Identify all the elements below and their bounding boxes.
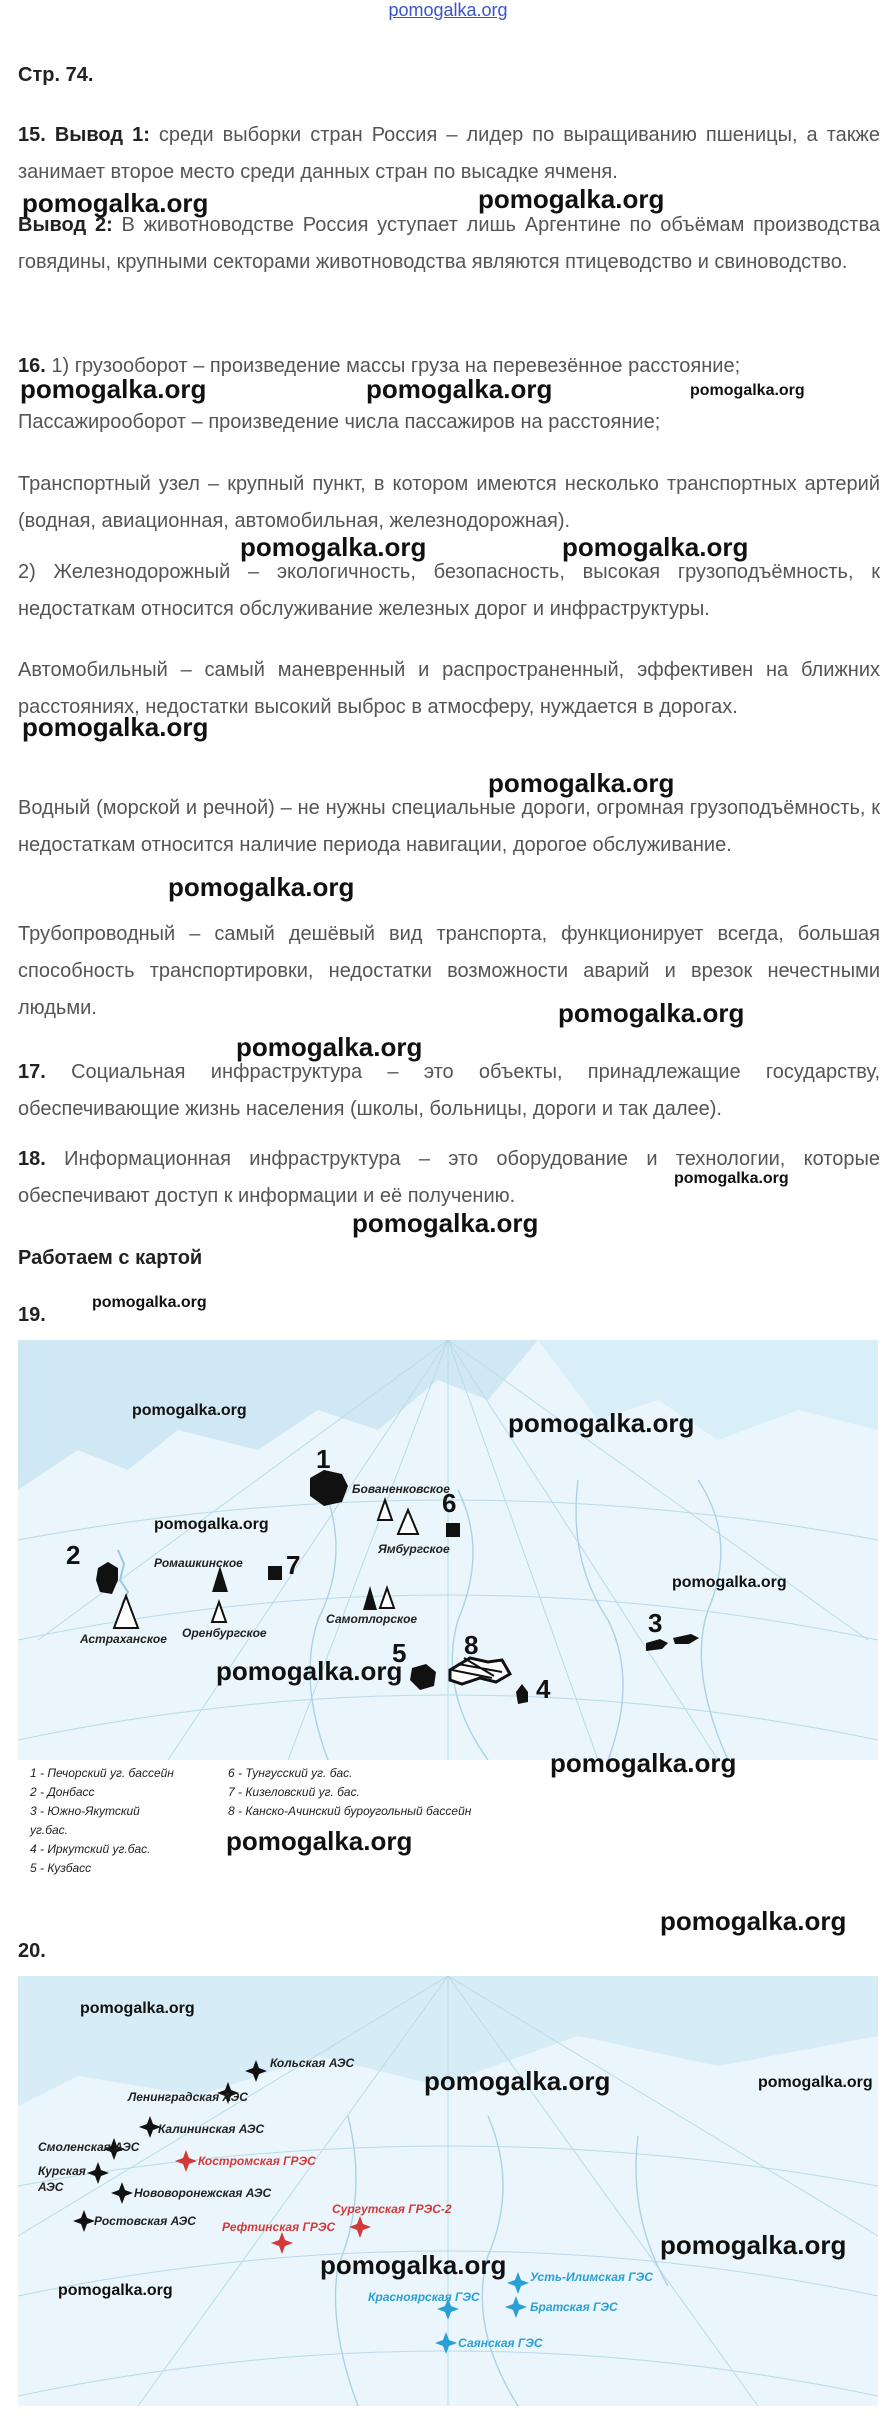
watermark: pomogalka.org bbox=[758, 2074, 873, 2091]
conclusion-label: Вывод 2: bbox=[18, 214, 113, 236]
watermark: pomogalka.org bbox=[168, 872, 355, 902]
label-ust-ilimskaya: Усть-Илимская ГЭС bbox=[530, 2270, 653, 2284]
gas-field-orenburgskoe bbox=[212, 1602, 226, 1622]
map-number-6: 6 bbox=[442, 1488, 457, 1518]
map-number-3: 3 bbox=[648, 1608, 663, 1638]
watermark: pomogalka.org bbox=[488, 768, 675, 798]
marker-sayanskaya bbox=[435, 2332, 457, 2354]
map-19-legend-right bbox=[228, 1764, 471, 1821]
watermark: pomogalka.org bbox=[320, 2250, 507, 2280]
marker-kurskaya bbox=[87, 2162, 109, 2184]
legend-item: 6 - Тунгусский уг. бас. bbox=[228, 1766, 353, 1780]
paragraph-16-water: Водный (морской и речной) – не нужны специальные дороги, огромная грузоподъёмность, к недостаткам относится наличие периода навигации, дорогое обслуживание. bbox=[18, 797, 880, 856]
map-number-4: 4 bbox=[536, 1674, 551, 1704]
label-orenburgskoe: Оренбургское bbox=[182, 1626, 267, 1640]
watermark: pomogalka.org bbox=[80, 2000, 195, 2017]
legend-item: 5 - Кузбасс bbox=[30, 1861, 92, 1875]
label-astrakhanskoe: Астраханское bbox=[80, 1632, 167, 1646]
paragraph-16-transport-hub: Транспортный узел – крупный пункт, в котором имеются несколько транспортных артерий (водная, авиационная, автомобильная, железнодорожная). bbox=[18, 473, 880, 532]
watermark: pomogalka.org bbox=[690, 382, 805, 399]
watermark: pomogalka.org bbox=[132, 1402, 247, 1419]
label-kostromskaya: Костромская ГРЭС bbox=[198, 2154, 316, 2168]
watermark: pomogalka.org bbox=[424, 2066, 611, 2096]
paragraph-16-pipeline: Трубопроводный – самый дешёвый вид транспорта, функционирует всегда, большая способность транспортировки, недостатки возможности аварий и врезок нечестными людьми. bbox=[18, 923, 880, 1019]
watermark: pomogalka.org bbox=[558, 998, 745, 1028]
basin-2-shape bbox=[96, 1562, 118, 1594]
marker-reftinskaya bbox=[271, 2232, 293, 2254]
map-19-legend-left bbox=[30, 1764, 174, 1878]
paragraph-text: среди выборки стран Россия – лидер по выращиванию пшеницы, а также занимает второе место среди данных стран по высадке ячменя. bbox=[18, 124, 880, 183]
label-sayanskaya: Саянская ГЭС bbox=[458, 2336, 543, 2350]
marker-novovoronezhskaya bbox=[111, 2182, 133, 2204]
watermark: pomogalka.org bbox=[20, 374, 207, 404]
paragraph-number: 17. bbox=[18, 1061, 46, 1083]
label-samotlorskoe: Самотлорское bbox=[326, 1612, 418, 1626]
basin-7-shape bbox=[268, 1566, 282, 1580]
gas-field-astrakhanskoe bbox=[114, 1596, 138, 1628]
paragraph-17 bbox=[18, 1054, 880, 1128]
legend-item: 1 - Печорский уг. бассейн bbox=[30, 1766, 174, 1780]
oil-field-samotlorskoe bbox=[363, 1586, 377, 1610]
gas-field-yamburgskoe bbox=[398, 1510, 418, 1534]
watermark: pomogalka.org bbox=[550, 1748, 737, 1778]
watermark: pomogalka.org bbox=[240, 532, 427, 562]
legend-item: 3 - Южно-Якутский bbox=[30, 1804, 140, 1818]
map-number-8: 8 bbox=[464, 1630, 479, 1660]
page-header: Стр. 74. bbox=[18, 64, 94, 86]
gas-field-bovanenkovskoe bbox=[378, 1500, 392, 1520]
map-number-1: 1 bbox=[316, 1444, 331, 1474]
watermark: pomogalka.org bbox=[154, 1516, 269, 1533]
legend-item: 8 - Канско-Ачинский буроугольный бассейн bbox=[228, 1804, 472, 1818]
watermark: pomogalka.org bbox=[236, 1032, 423, 1062]
label-reftinskaya: Рефтинская ГРЭС bbox=[222, 2220, 336, 2234]
label-rostovskaya: Ростовская АЭС bbox=[94, 2214, 196, 2228]
legend-item: уг.бас. bbox=[30, 1823, 69, 1837]
basin-6-shape bbox=[446, 1523, 460, 1537]
gas-field-samotlor-2 bbox=[380, 1588, 394, 1608]
section-title: Работаем с картой bbox=[18, 1247, 203, 1269]
map-number-7: 7 bbox=[286, 1550, 301, 1580]
watermark: pomogalka.org bbox=[672, 1574, 787, 1591]
question-20-number: 20. bbox=[18, 1940, 46, 1962]
label-leningradskaya: Ленинградская АЭС bbox=[128, 2090, 248, 2104]
marker-kolskaya bbox=[245, 2060, 267, 2082]
paragraph-15-conclusion-1 bbox=[18, 117, 880, 191]
map-20 bbox=[18, 1976, 878, 2406]
marker-kostromskaya bbox=[175, 2150, 197, 2172]
label-romashkinskoe: Ромашкинское bbox=[154, 1556, 243, 1570]
label-yamburgskoe: Ямбургское bbox=[378, 1542, 450, 1556]
label-novovoronezhskaya: Нововоронежская АЭС bbox=[134, 2186, 272, 2200]
label-bovanenkovskoe: Бованенковское bbox=[352, 1482, 450, 1496]
site-link[interactable]: pomogalka.org bbox=[388, 0, 508, 20]
label-surgutskaya: Сургутская ГРЭС-2 bbox=[332, 2202, 452, 2216]
paragraph-text: В животноводстве Россия уступает лишь Аргентине по объёмам производства говядины, крупными секторами животноводства являются птицеводство и свиноводство. bbox=[18, 214, 880, 273]
marker-bratskaya bbox=[505, 2296, 527, 2318]
watermark: pomogalka.org bbox=[508, 1408, 695, 1438]
paragraph-16-automobile: Автомобильный – самый маневренный и распространенный, эффективен на ближних расстояниях, недостатки высокий выброс в атмосферу, нуждается в дорогах. bbox=[18, 659, 880, 718]
watermark: pomogalka.org bbox=[478, 184, 665, 214]
watermark: pomogalka.org bbox=[92, 1294, 207, 1311]
legend-item: 2 - Донбасс bbox=[30, 1785, 95, 1799]
legend-item: 7 - Кизеловский уг. бас. bbox=[228, 1785, 360, 1799]
paragraph-number: 16. bbox=[18, 355, 46, 377]
watermark: pomogalka.org bbox=[562, 532, 749, 562]
watermark: pomogalka.org bbox=[22, 712, 209, 742]
watermark: pomogalka.org bbox=[216, 1656, 403, 1686]
marker-surgutskaya bbox=[349, 2216, 371, 2238]
watermark: pomogalka.org bbox=[660, 1906, 847, 1936]
basin-4-shape bbox=[516, 1684, 528, 1704]
label-kurskaya: Курская bbox=[38, 2164, 86, 2178]
map-number-2: 2 bbox=[66, 1540, 81, 1570]
paragraph-16-passenger: Пассажирооборот – произведение числа пассажиров на расстояние; bbox=[18, 411, 661, 433]
label-smolenskaya: Смоленская АЭС bbox=[38, 2140, 140, 2154]
paragraph-number: 18. bbox=[18, 1148, 46, 1170]
label-kalininskaya: Калининская АЭС bbox=[158, 2122, 265, 2136]
map-number-5: 5 bbox=[392, 1638, 407, 1668]
question-19-number: 19. bbox=[18, 1304, 46, 1326]
watermark: pomogalka.org bbox=[22, 188, 209, 218]
label-kolskaya: Кольская АЭС bbox=[270, 2056, 355, 2070]
basin-5-shape bbox=[410, 1664, 436, 1690]
conclusion-label: Вывод 1: bbox=[54, 124, 150, 146]
watermark: pomogalka.org bbox=[366, 374, 553, 404]
legend-item: 4 - Иркутский уг.бас. bbox=[30, 1842, 151, 1856]
marker-rostovskaya bbox=[73, 2210, 95, 2232]
basin-1-shape bbox=[310, 1470, 348, 1506]
watermark: pomogalka.org bbox=[58, 2282, 173, 2299]
paragraph-number: 15. bbox=[18, 124, 46, 146]
label-kurskaya-aes: АЭС bbox=[38, 2180, 64, 2194]
label-krasnoyarskaya: Красноярская ГЭС bbox=[368, 2290, 480, 2304]
paragraph-text: Информационная инфраструктура – это оборудование и технологии, которые обеспечивают доступ к информации и её получению. bbox=[18, 1148, 880, 1207]
marker-ust-ilimskaya bbox=[507, 2272, 529, 2294]
watermark: pomogalka.org bbox=[352, 1208, 539, 1238]
watermark: pomogalka.org bbox=[674, 1170, 789, 1187]
paragraph-16-railway: 2) Железнодорожный – экологичность, безопасность, высокая грузоподъёмность, к недостаткам относится обслуживание железных дорог и инфраструктуры. bbox=[18, 561, 880, 620]
paragraph-text: Социальная инфраструктура – это объекты, принадлежащие государству, обеспечивающие жизнь населения (школы, больницы, дороги и так далее). bbox=[18, 1061, 880, 1120]
label-bratskaya: Братская ГЭС bbox=[530, 2300, 618, 2314]
paragraph-text: 1) грузооборот – произведение массы груза на перевезённое расстояние; bbox=[45, 355, 741, 377]
watermark: pomogalka.org bbox=[226, 1826, 413, 1856]
watermark: pomogalka.org bbox=[660, 2230, 847, 2260]
